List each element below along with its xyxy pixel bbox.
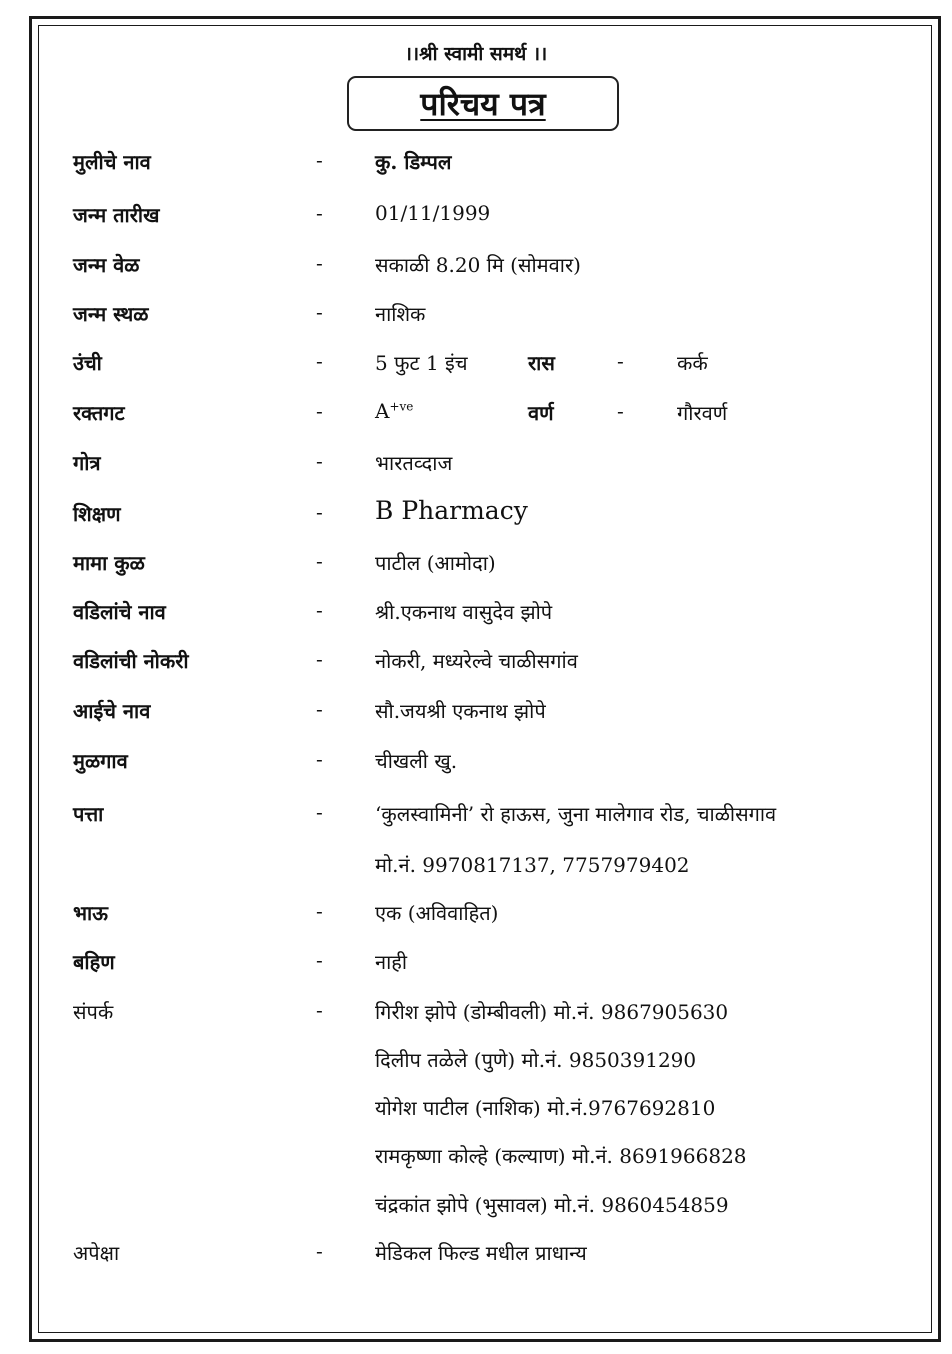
value-address-line1: ‘कुलस्वामिनी’ रो हाऊस, जुना मालेगाव रोड, चाळीसगाव xyxy=(375,802,777,826)
separator: - xyxy=(316,500,323,524)
value-mama-kul: पाटील (आमोदा) xyxy=(375,551,496,575)
row-contact-5 xyxy=(0,1191,952,1221)
row-birth-place xyxy=(0,300,952,330)
value-dob: 01/11/1999 xyxy=(375,201,491,225)
row-mother-name xyxy=(0,697,952,727)
row-blood-group xyxy=(0,399,952,429)
blessing-heading: ।।श्री स्वामी समर्थ ।। xyxy=(404,43,548,65)
label-blood-group: रक्तगट xyxy=(73,401,125,425)
value-rashi: कर्क xyxy=(677,351,708,375)
label-gotra: गोत्र xyxy=(73,451,101,475)
row-contact-4 xyxy=(0,1142,952,1172)
value-sister: नाही xyxy=(375,950,408,974)
row-address xyxy=(0,800,952,830)
separator: - xyxy=(316,647,323,671)
row-height xyxy=(0,349,952,379)
label-education: शिक्षण xyxy=(73,502,121,526)
separator: - xyxy=(316,549,323,573)
label-height: उंची xyxy=(73,351,102,375)
label-expectation: अपेक्षा xyxy=(73,1241,120,1265)
value-birth-time: सकाळी 8.20 मि (सोमवार) xyxy=(375,253,581,277)
separator: - xyxy=(316,399,323,423)
row-contact-2 xyxy=(0,1046,952,1076)
separator: - xyxy=(316,251,323,275)
separator: - xyxy=(316,899,323,923)
value-expectation: मेडिकल फिल्ड मधील प्राधान्य xyxy=(375,1241,587,1265)
row-contact-3 xyxy=(0,1094,952,1124)
row-native xyxy=(0,747,952,777)
value-birth-place: नाशिक xyxy=(375,302,426,326)
value-father-name: श्री.एकनाथ वासुदेव झोपे xyxy=(375,600,553,624)
row-brother xyxy=(0,899,952,929)
separator: - xyxy=(316,948,323,972)
blood-group-letter: A xyxy=(375,399,390,423)
label-name: मुलीचे नाव xyxy=(73,150,151,174)
value-complexion: गौरवर्ण xyxy=(677,401,728,425)
label-native: मुळगाव xyxy=(73,749,128,773)
value-blood-group xyxy=(375,399,413,423)
separator: - xyxy=(316,998,323,1022)
row-dob xyxy=(0,201,952,231)
contact-line: चंद्रकांत झोपे (भुसावल) मो.नं. 9860454859 xyxy=(375,1193,729,1217)
label-sister: बहिण xyxy=(73,950,115,974)
row-father-name xyxy=(0,598,952,628)
separator: - xyxy=(316,449,323,473)
row-birth-time xyxy=(0,251,952,281)
separator: - xyxy=(617,399,624,423)
row-mama-kul xyxy=(0,549,952,579)
row-father-job xyxy=(0,647,952,677)
row-address-phone xyxy=(0,851,952,881)
label-father-job: वडिलांची नोकरी xyxy=(73,649,189,673)
label-birth-place: जन्म स्थळ xyxy=(73,302,149,326)
label-birth-time: जन्म वेळ xyxy=(73,253,140,277)
label-mama-kul: मामा कुळ xyxy=(73,551,145,575)
separator: - xyxy=(316,300,323,324)
label-address: पत्ता xyxy=(73,802,104,826)
separator: - xyxy=(316,349,323,373)
value-father-job: नोकरी, मध्यरेल्वे चाळीसगांव xyxy=(375,649,578,673)
row-name xyxy=(0,148,952,178)
title-box xyxy=(347,76,619,131)
row-gotra xyxy=(0,449,952,479)
separator: - xyxy=(316,598,323,622)
contact-line: दिलीप तळेले (पुणे) मो.नं. 9850391290 xyxy=(375,1048,697,1072)
label-contact: संपर्क xyxy=(73,1000,114,1024)
row-contact xyxy=(0,998,952,1028)
label-complexion: वर्ण xyxy=(528,401,554,425)
row-expectation xyxy=(0,1239,952,1269)
blood-group-sign: +ve xyxy=(389,399,414,414)
value-name: कु. डिम्पल xyxy=(375,150,452,174)
value-native: चीखली खु. xyxy=(375,749,458,773)
label-father-name: वडिलांचे नाव xyxy=(73,600,166,624)
separator: - xyxy=(316,747,323,771)
separator: - xyxy=(316,201,323,225)
separator: - xyxy=(617,349,624,373)
separator: - xyxy=(316,800,323,824)
row-sister xyxy=(0,948,952,978)
label-rashi: रास xyxy=(528,351,555,375)
value-height: 5 फुट 1 इंच xyxy=(375,351,468,375)
value-brother: एक (अविवाहित) xyxy=(375,901,499,925)
separator: - xyxy=(316,697,323,721)
page-title: परिचय पत्र xyxy=(420,85,546,123)
contact-line: योगेश पाटील (नाशिक) मो.नं.9767692810 xyxy=(375,1096,716,1120)
label-mother-name: आईचे नाव xyxy=(73,699,151,723)
row-education xyxy=(0,496,952,526)
contact-line: रामकृष्णा कोल्हे (कल्याण) मो.नं. 8691966828 xyxy=(375,1144,747,1168)
value-gotra: भारतव्दाज xyxy=(375,451,453,475)
label-dob: जन्म तारीख xyxy=(73,203,160,227)
value-mother-name: सौ.जयश्री एकनाथ झोपे xyxy=(375,699,546,723)
contact-line: गिरीश झोपे (डोम्बीवली) मो.नं. 9867905630 xyxy=(375,1000,729,1024)
value-address-line2: मो.नं. 9970817137, 7757979402 xyxy=(375,853,690,877)
separator: - xyxy=(316,1239,323,1263)
separator: - xyxy=(316,148,323,172)
value-education: B Pharmacy xyxy=(375,496,528,525)
label-brother: भाऊ xyxy=(73,901,108,925)
